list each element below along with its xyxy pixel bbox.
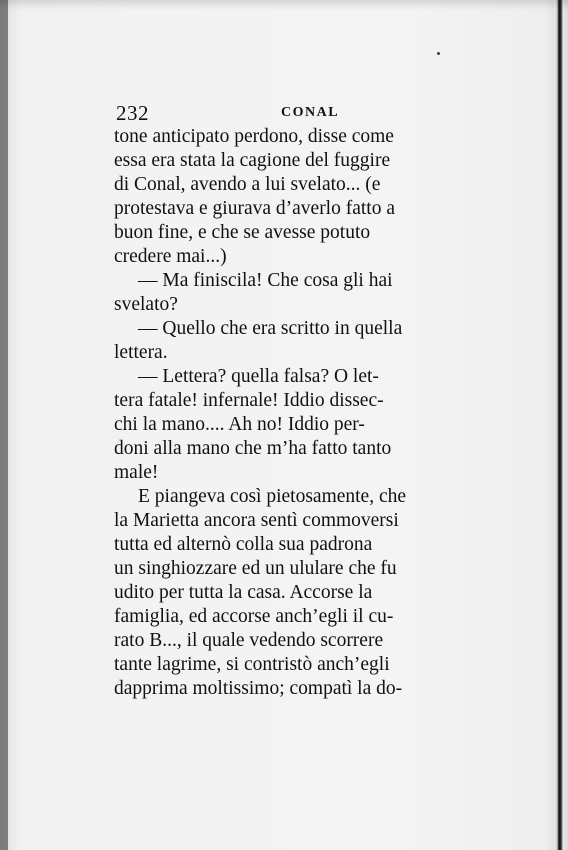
text-line: protestava e giurava d’averlo fatto a bbox=[114, 198, 395, 219]
text-line: tutta ed alternò colla sua padrona bbox=[114, 534, 373, 555]
text-line: un singhiozzare ed un ululare che fu bbox=[114, 558, 397, 579]
text-line: svelato? bbox=[114, 294, 178, 315]
text-line: essa era stata la cagione del fuggire bbox=[114, 150, 391, 171]
page-edge bbox=[554, 0, 568, 850]
text-line: — Quello che era scritto in quella bbox=[138, 318, 403, 339]
text-line: doni alla mano che m’ha fatto tanto bbox=[114, 438, 392, 459]
text-line: udito per tutta la casa. Accorse la bbox=[114, 582, 373, 603]
text-line: — Lettera? quella falsa? O let- bbox=[138, 366, 379, 387]
text-line: credere mai...) bbox=[114, 246, 227, 267]
text-line: — Ma finiscila! Che cosa gli hai bbox=[138, 270, 393, 291]
text-line: E piangeva così pietosamente, che bbox=[138, 486, 407, 507]
page-number: 232 bbox=[116, 101, 149, 125]
page-header bbox=[116, 101, 488, 127]
binding-shadow bbox=[0, 0, 8, 850]
running-head: CONAL bbox=[281, 105, 340, 120]
text-line: lettera. bbox=[114, 342, 168, 363]
text-line: tante lagrime, si contristò anch’egli bbox=[114, 654, 390, 675]
paper-speck bbox=[437, 52, 440, 55]
text-line: male! bbox=[114, 462, 159, 483]
text-line: chi la mano.... Ah no! Iddio per- bbox=[114, 414, 365, 435]
text-line: buon fine, e che se avesse potuto bbox=[114, 222, 371, 243]
text-line: famiglia, ed accorse anch’egli il cu- bbox=[114, 606, 394, 627]
top-shadow bbox=[0, 0, 568, 10]
text-line: tone anticipato perdono, disse come bbox=[114, 126, 394, 147]
text-line: dapprima moltissimo; compatì la do- bbox=[114, 678, 403, 699]
text-line: la Marietta ancora sentì commoversi bbox=[114, 510, 399, 531]
text-line: tera fatale! infernale! Iddio dissec- bbox=[114, 390, 384, 411]
body-text bbox=[114, 125, 494, 701]
text-line: rato B..., il quale vedendo scorrere bbox=[114, 630, 384, 651]
text-line: di Conal, avendo a lui svelato... (e bbox=[114, 174, 381, 195]
